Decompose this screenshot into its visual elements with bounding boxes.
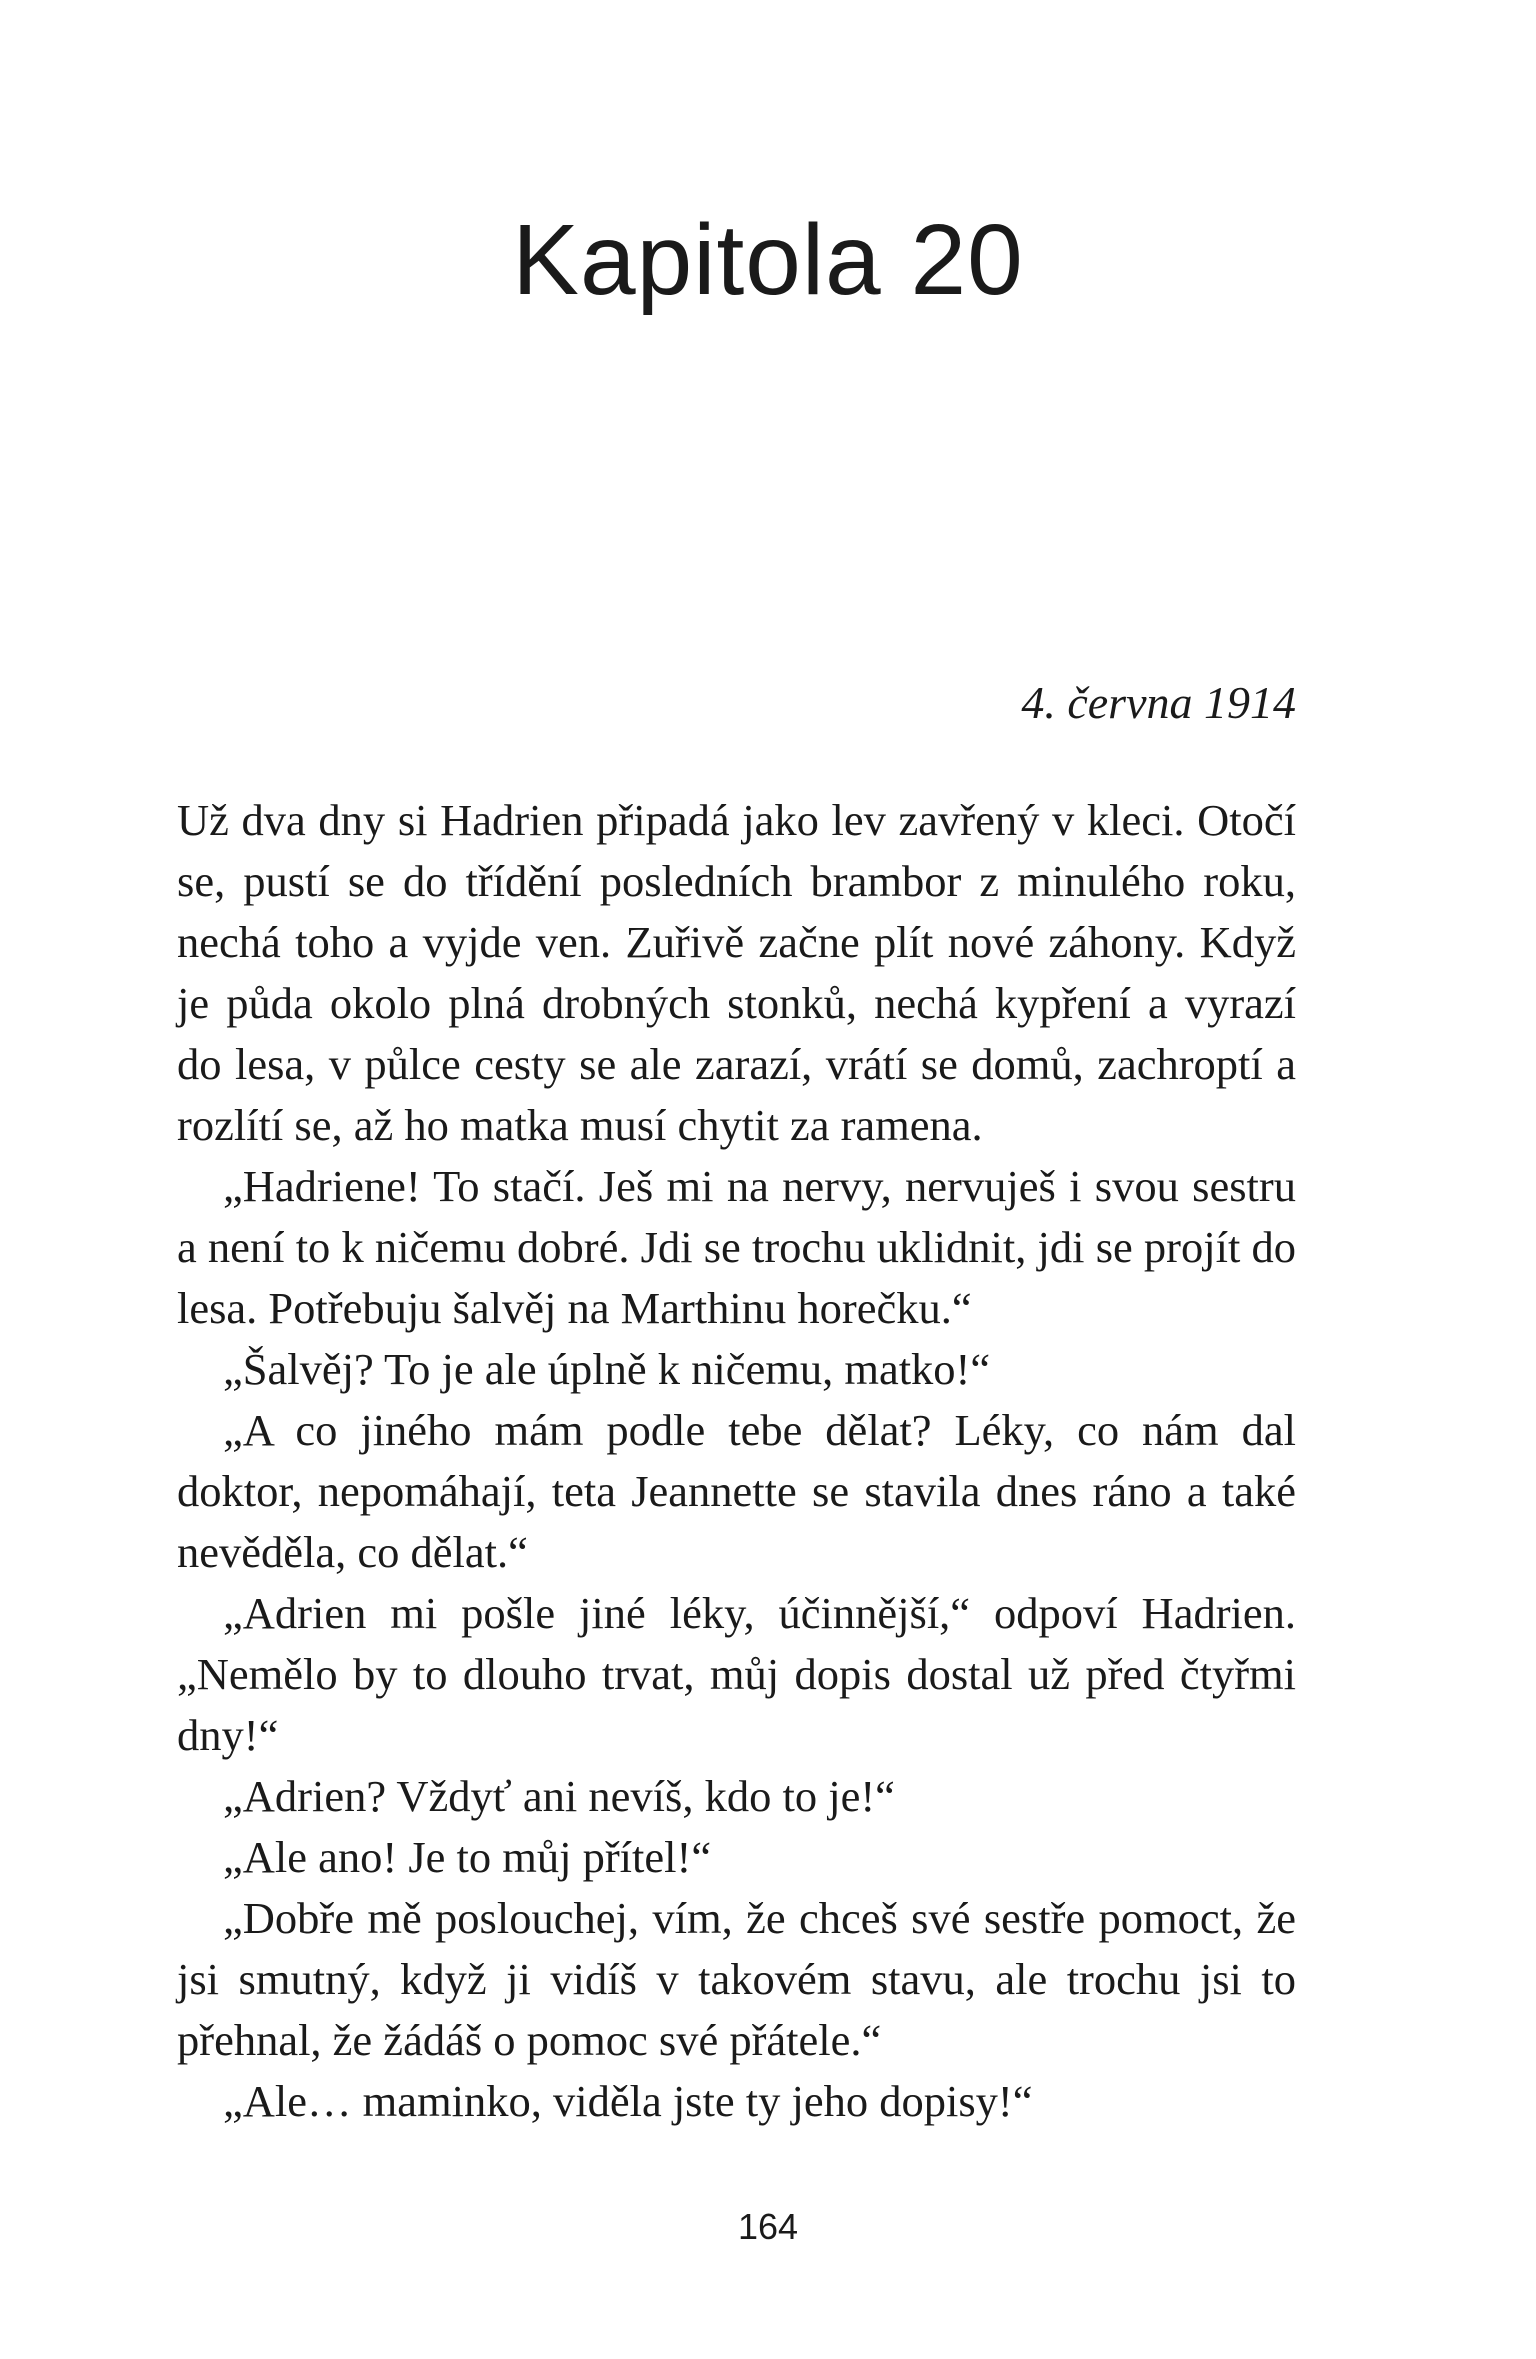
paragraph: „Dobře mě poslouchej, vím, že chceš své sestře pomoct, že jsi smutný, když ji vidíš v takovém stavu, ale trochu jsi to přehnal, že žádáš o pomoc své přátele.“	[177, 1893, 1296, 2065]
paragraph: „Ale… maminko, viděla jste ty jeho dopisy!“	[223, 2076, 1033, 2126]
paragraph: „Adrien? Vždyť ani nevíš, kdo to je!“	[223, 1771, 895, 1821]
paragraph: Už dva dny si Hadrien připadá jako lev zavřený v kleci. Otočí se, pustí se do třídění posledních brambor z minulého roku, nechá toho a vyjde ven. Zuřivě začne plít nové záhony. Když je půda okolo plná drobných stonků, nechá kypření a vyrazí do lesa, v půlce cesty se ale zarazí, vrátí se domů, zachroptí a rozlítí se, až ho matka musí chytit za ramena.	[177, 795, 1296, 1150]
paragraph: „Adrien mi pošle jiné léky, účinnější,“ odpoví Hadrien. „Nemělo by to dlouho trvat, můj dopis dostal už před čtyřmi dny!“	[177, 1588, 1296, 1760]
paragraph: „A co jiného mám podle tebe dělat? Léky, co nám dal doktor, nepomáhají, teta Jeannette se stavila dnes ráno a také nevěděla, co dělat.“	[177, 1405, 1296, 1577]
chapter-date: 4. června 1914	[1021, 677, 1296, 728]
paragraph: „Hadriene! To stačí. Ješ mi na nervy, nervuješ i svou sestru a není to k ničemu dobré. Jdi se trochu uklidnit, jdi se projít do lesa. Potřebuju šalvěj na Marthinu horečku.“	[177, 1161, 1296, 1333]
chapter-title: Kapitola 20	[512, 204, 1024, 316]
paragraph: „Ale ano! Je to můj přítel!“	[223, 1832, 712, 1882]
body-text	[177, 790, 1296, 2132]
paragraph: „Šalvěj? To je ale úplně k ničemu, matko!“	[223, 1344, 991, 1394]
page-number: 164	[737, 2206, 799, 2247]
